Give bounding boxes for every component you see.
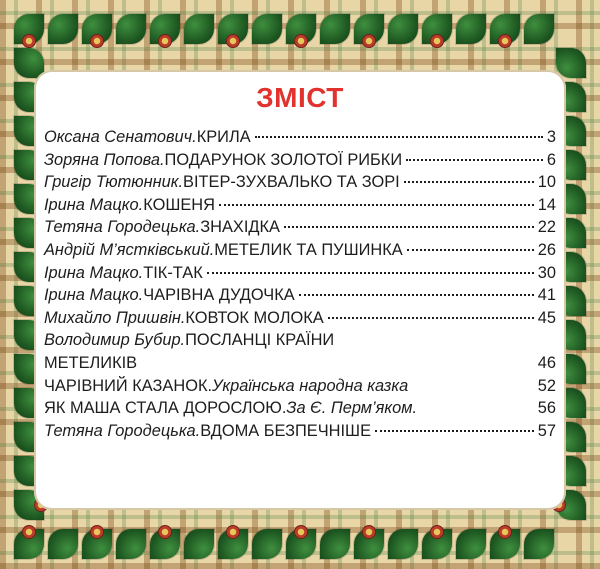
leaf-ornament — [184, 14, 214, 44]
dot-leader — [207, 272, 534, 274]
flower-ornament — [226, 525, 240, 539]
toc-subtitle: За Є. Перм’яком. — [286, 399, 418, 418]
flower-ornament — [430, 525, 444, 539]
toc-entry[interactable] — [44, 420, 556, 443]
flower-ornament — [226, 34, 240, 48]
toc-entry[interactable] — [44, 239, 556, 262]
toc-entry[interactable] — [44, 375, 556, 398]
flower-ornament — [158, 34, 172, 48]
toc-entry[interactable] — [44, 194, 556, 217]
leaf-ornament — [116, 14, 146, 44]
toc-title: ЗНАХІДКА — [200, 218, 280, 237]
leaf-ornament — [556, 48, 586, 78]
table-of-contents — [44, 126, 556, 442]
toc-entry[interactable] — [44, 397, 556, 420]
page-title: ЗМІСТ — [256, 82, 344, 113]
toc-page-number: 30 — [537, 263, 556, 282]
toc-page-number: 57 — [537, 421, 556, 440]
dot-leader — [412, 385, 533, 387]
flower-ornament — [498, 525, 512, 539]
toc-title: ЧАРІВНИЙ КАЗАНОК. — [44, 376, 213, 395]
toc-entry[interactable] — [44, 126, 556, 149]
toc-entry[interactable] — [44, 329, 556, 352]
flower-ornament — [90, 525, 104, 539]
leaf-ornament — [252, 14, 282, 44]
toc-page-number: 10 — [537, 173, 556, 192]
toc-author: Ірина Мацко. — [44, 195, 144, 214]
leaf-ornament — [524, 14, 554, 44]
toc-page-number: 45 — [537, 308, 556, 327]
leaf-ornament — [456, 529, 486, 559]
flower-ornament — [294, 34, 308, 48]
leaf-ornament — [116, 529, 146, 559]
toc-author: Оксана Сенатович. — [44, 128, 197, 146]
toc-entry[interactable] — [44, 262, 556, 285]
toc-author: Володимир Бубир. — [44, 331, 186, 350]
dot-leader — [407, 249, 534, 251]
toc-author: Андрій М’ястківський. — [44, 240, 215, 259]
flower-ornament — [22, 525, 36, 539]
toc-title: ПОСЛАНЦІ КРАЇНИ — [185, 331, 335, 350]
dot-leader — [141, 362, 534, 364]
toc-title: ПОДАРУНОК ЗОЛОТОЇ РИБКИ — [164, 150, 403, 169]
toc-title: ЯК МАША СТАЛА ДОРОСЛОЮ. — [44, 399, 287, 418]
toc-entry[interactable] — [44, 216, 556, 239]
dot-leader — [406, 159, 543, 161]
dot-leader — [421, 407, 534, 409]
flower-ornament — [362, 34, 376, 48]
dot-leader — [404, 181, 534, 183]
toc-title: КОШЕНЯ — [143, 195, 215, 214]
flower-ornament — [22, 34, 36, 48]
toc-title: КОВТОК МОЛОКА — [185, 308, 324, 327]
flower-ornament — [362, 525, 376, 539]
leaf-ornament — [252, 529, 282, 559]
dot-leader — [328, 317, 534, 319]
toc-author: Тетяна Городецька. — [44, 421, 201, 440]
flower-ornament — [294, 525, 308, 539]
toc-title: ВДОМА БЕЗПЕЧНІШЕ — [200, 421, 372, 440]
toc-author: Михайло Пришвін. — [44, 308, 186, 327]
toc-entry[interactable] — [44, 149, 556, 172]
leaf-ornament — [184, 529, 214, 559]
leaf-ornament — [524, 529, 554, 559]
toc-page-number: 3 — [546, 128, 556, 146]
toc-entry[interactable] — [44, 171, 556, 194]
toc-entry[interactable] — [44, 307, 556, 330]
toc-title: МЕТЕЛИКІВ — [44, 353, 138, 372]
toc-page-number: 56 — [537, 399, 556, 418]
dot-leader — [255, 136, 543, 138]
toc-author: Григір Тютюнник. — [44, 173, 184, 192]
toc-title: ТІК-ТАК — [143, 263, 203, 282]
dot-leader — [375, 430, 534, 432]
toc-page-number: 6 — [546, 150, 556, 169]
toc-entry[interactable] — [44, 284, 556, 307]
dot-leader — [299, 294, 534, 296]
toc-author: Тетяна Городецька. — [44, 218, 201, 237]
dot-leader — [219, 204, 534, 206]
toc-subtitle: Українська народна казка — [212, 376, 409, 395]
toc-title: КРИЛА — [196, 128, 251, 146]
toc-page-number: 46 — [537, 353, 556, 372]
toc-page-number: 14 — [537, 195, 556, 214]
leaf-ornament — [320, 14, 350, 44]
flower-ornament — [430, 34, 444, 48]
toc-author: Ірина Мацко. — [44, 286, 144, 305]
toc-page-number: 26 — [537, 240, 556, 259]
toc-author: Ірина Мацко. — [44, 263, 144, 282]
toc-page-number: 52 — [537, 376, 556, 395]
leaf-ornament — [388, 529, 418, 559]
leaf-ornament — [48, 14, 78, 44]
toc-page-number: 41 — [537, 286, 556, 305]
leaf-ornament — [388, 14, 418, 44]
flower-ornament — [158, 525, 172, 539]
toc-title: ЧАРІВНА ДУДОЧКА — [143, 286, 295, 305]
toc-title: МЕТЕЛИК ТА ПУШИНКА — [214, 240, 403, 259]
flower-ornament — [498, 34, 512, 48]
leaf-ornament — [456, 14, 486, 44]
flower-ornament — [90, 34, 104, 48]
toc-page-number: 22 — [537, 218, 556, 237]
toc-author: Зоряна Попова. — [44, 150, 165, 169]
dot-leader — [284, 226, 534, 228]
toc-title: ВІТЕР-ЗУХВАЛЬКО ТА ЗОРІ — [183, 173, 400, 192]
toc-entry-continued[interactable] — [44, 352, 556, 375]
leaf-ornament — [320, 529, 350, 559]
leaf-ornament — [48, 529, 78, 559]
